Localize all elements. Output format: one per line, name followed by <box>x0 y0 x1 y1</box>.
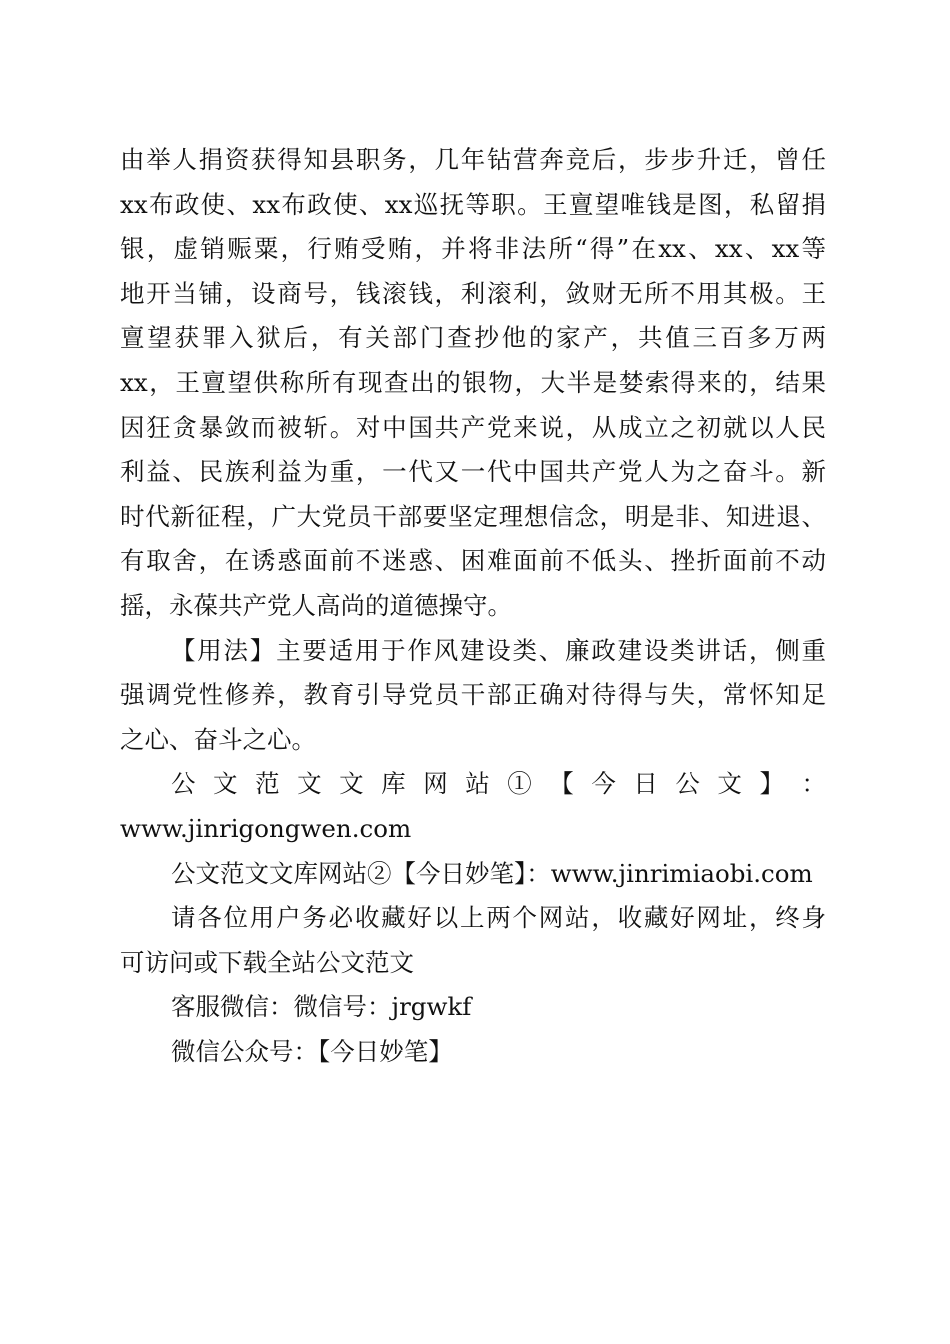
site1-url[interactable]: www.jinrigongwen.com <box>120 813 412 843</box>
text-line: 强调党性修养，教育引导党员干部正确对待得与失，常怀知足 <box>120 680 826 710</box>
footer-info <box>120 762 826 1074</box>
notice-line: 可访问或下载全站公文范文 <box>120 947 414 977</box>
text-line: 利益、民族利益为重，一代又一代中国共产党人为之奋斗。新 <box>120 457 826 487</box>
text-line: 亶望获罪入狱后，有关部门查抄他的家产，共值三百多万两 <box>120 323 826 353</box>
text-line: 有取舍，在诱惑面前不迷惑、困难面前不低头、挫折面前不动 <box>120 546 826 576</box>
site2-line[interactable]: 公文范文文库网站②【今日妙笔】：www.jinrimiaobi.com <box>171 858 813 888</box>
text-line: 由举人捐资获得知县职务，几年钻营奔竞后，步步升迁，曾任 <box>120 145 826 174</box>
text-line: 摇，永葆共产党人高尚的道德操守。 <box>120 590 512 620</box>
text-line: xx，王亶望供称所有现查出的银物，大半是婪索得来的，结果 <box>120 367 826 397</box>
site1-label: 公 文 范 文 文 库 网 站 ① 【 今 日 公 文 】 ： <box>171 769 826 799</box>
service-wechat: 客服微信：微信号：jrgwkf <box>171 992 472 1022</box>
text-line: xx布政使、xx布政使、xx巡抚等职。王亶望唯钱是图，私留捐 <box>120 189 826 219</box>
text-line: 因狂贪暴敛而被斩。对中国共产党来说，从成立之初就以人民 <box>120 412 826 442</box>
text-line: 时代新征程，广大党员干部要坚定理想信念，明是非、知进退、 <box>120 501 826 531</box>
story-paragraph <box>120 138 826 629</box>
text-line: 银，虚销赈粟，行贿受贿，并将非法所“得”在xx、xx、xx等 <box>120 234 826 264</box>
text-line: 地开当铺，设商号，钱滚钱，利滚利，敛财无所不用其极。王 <box>120 278 826 308</box>
notice-line: 请各位用户务必收藏好以上两个网站，收藏好网址，终身 <box>171 903 826 933</box>
official-account: 微信公众号：【今日妙笔】 <box>171 1036 453 1066</box>
document-page <box>120 138 826 1074</box>
usage-paragraph <box>120 629 826 763</box>
text-line: 之心、奋斗之心。 <box>120 724 316 754</box>
text-line: 【用法】主要适用于作风建设类、廉政建设类讲话，侧重 <box>171 635 826 665</box>
